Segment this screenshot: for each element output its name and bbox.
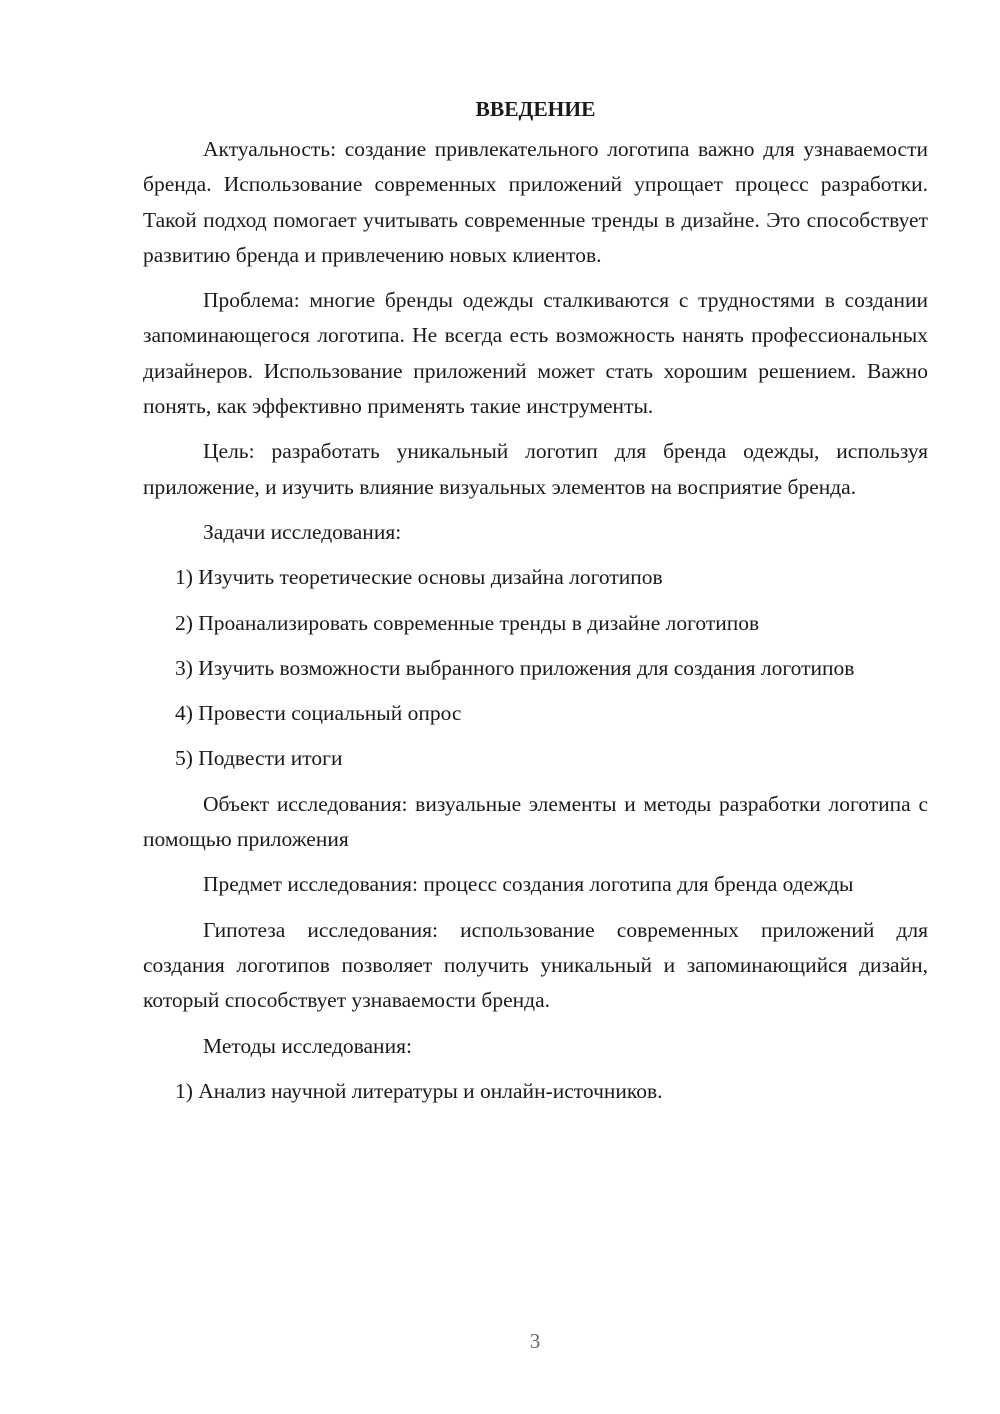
section-title: ВВЕДЕНИЕ: [475, 97, 596, 121]
paragraph-goal: Цель: разработать уникальный логотип для бренда одежды, используя приложение, и изучить влияние визуальных элементов на восприятие бренда.: [143, 439, 928, 499]
task-item: 2) Проанализировать современные тренды в дизайне логотипов: [175, 610, 760, 635]
paragraph-relevance: Актуальность: создание привлекательного логотипа важно для узнаваемости бренда. Использование современных приложений упрощает процесс разработки. Такой подход помогает учитывать современные тренды в дизайне. Это способствует развитию бренда и привлечению новых клиентов.: [143, 137, 928, 267]
paragraph-hypothesis: Гипотеза исследования: использование современных приложений для создания логотипов позволяет получить уникальный и запоминающийся дизайн, который способствует узнаваемости бренда.: [143, 917, 928, 1013]
task-item: 3) Изучить возможности выбранного приложения для создания логотипов: [175, 655, 855, 680]
methods-heading: Методы исследования:: [203, 1033, 412, 1058]
tasks-heading: Задачи исследования:: [203, 519, 402, 544]
method-item: 1) Анализ научной литературы и онлайн-источников.: [175, 1078, 663, 1103]
paragraph-problem: Проблема: многие бренды одежды сталкиваются с трудностями в создании запоминающегося логотипа. Не всегда есть возможность нанять профессиональных дизайнеров. Использование приложений может стать хорошим решением. Важно понять, как эффективно применять такие инструменты.: [143, 288, 928, 419]
paragraph-object: Объект исследования: визуальные элементы и методы разработки логотипа с помощью приложения: [143, 791, 928, 852]
task-item: 5) Подвести итоги: [175, 746, 343, 771]
page-number: 3: [529, 1329, 541, 1353]
task-item: 1) Изучить теоретические основы дизайна логотипов: [175, 565, 663, 590]
task-item: 4) Провести социальный опрос: [175, 701, 462, 726]
paragraph-subject: Предмет исследования: процесс создания логотипа для бренда одежды: [203, 872, 854, 897]
document-page: [143, 92, 928, 1119]
